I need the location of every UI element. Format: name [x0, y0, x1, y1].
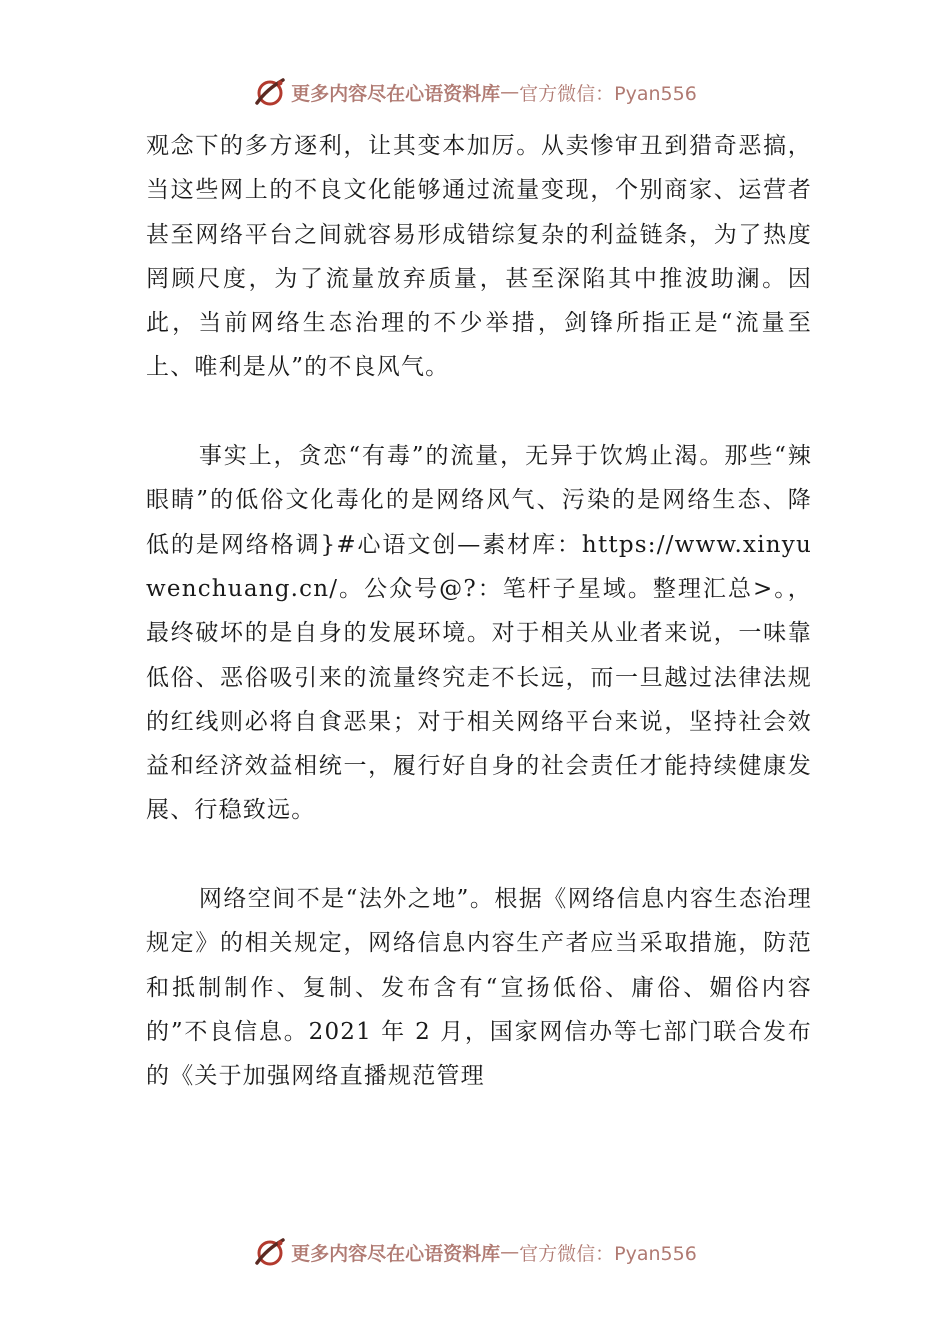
- header-dash: —: [500, 81, 520, 103]
- header-banner: [0, 72, 950, 112]
- brush-logo-icon: [253, 1235, 287, 1269]
- footer-lead-text: 更多内容尽在心语资料库: [291, 1242, 501, 1265]
- paragraph-gap: [146, 390, 812, 434]
- paragraph-gap: [146, 833, 812, 877]
- header-lead-text: 更多内容尽在心语资料库: [291, 82, 501, 105]
- footer-banner: [0, 1232, 950, 1272]
- paragraph-1: 观念下的多方逐利，让其变本加厉。从卖惨审丑到猎奇恶搞，当这些网上的不良文化能够通过流量变现，个别商家、运营者甚至网络平台之间就容易形成错综复杂的利益链条，为了热度罔顾尺度，为了流量放弃质量，甚至深陷其中推波助澜。因此，当前网络生态治理的不少举措，剑锋所指正是“流量至上、唯利是从”的不良风气。: [146, 133, 812, 381]
- footer-dash: —: [500, 1241, 520, 1263]
- document-body: [146, 124, 812, 1099]
- header-wechat-text: 官方微信：Pyan556: [519, 82, 697, 105]
- footer-wechat-text: 官方微信：Pyan556: [519, 1242, 697, 1265]
- brush-logo-icon: [253, 75, 287, 109]
- paragraph-3: 网络空间不是“法外之地”。根据《网络信息内容生态治理规定》的相关规定，网络信息内容生产者应当采取措施，防范和抵制制作、复制、发布含有“宣扬低俗、庸俗、媚俗内容的”不良信息。2021 年 2 月，国家网信办等七部门联合发布的《关于加强网络直播规范管理: [146, 886, 812, 1090]
- paragraph-2: 事实上，贪恋“有毒”的流量，无异于饮鸩止渴。那些“辣眼睛”的低俗文化毒化的是网络风气、污染的是网络生态、降低的是网络格调}#心语文创—素材库：https://www.xinyuwenchuang.cn/。公众号@?：笔杆子星域。整理汇总>。，最终破坏的是自身的发展环境。对于相关从业者来说，一味靠低俗、恶俗吸引来的流量终究走不长远，而一旦越过法律法规的红线则必将自食恶果；对于相关网络平台来说，坚持社会效益和经济效益相统一，履行好自身的社会责任才能持续健康发展、行稳致远。: [146, 443, 812, 824]
